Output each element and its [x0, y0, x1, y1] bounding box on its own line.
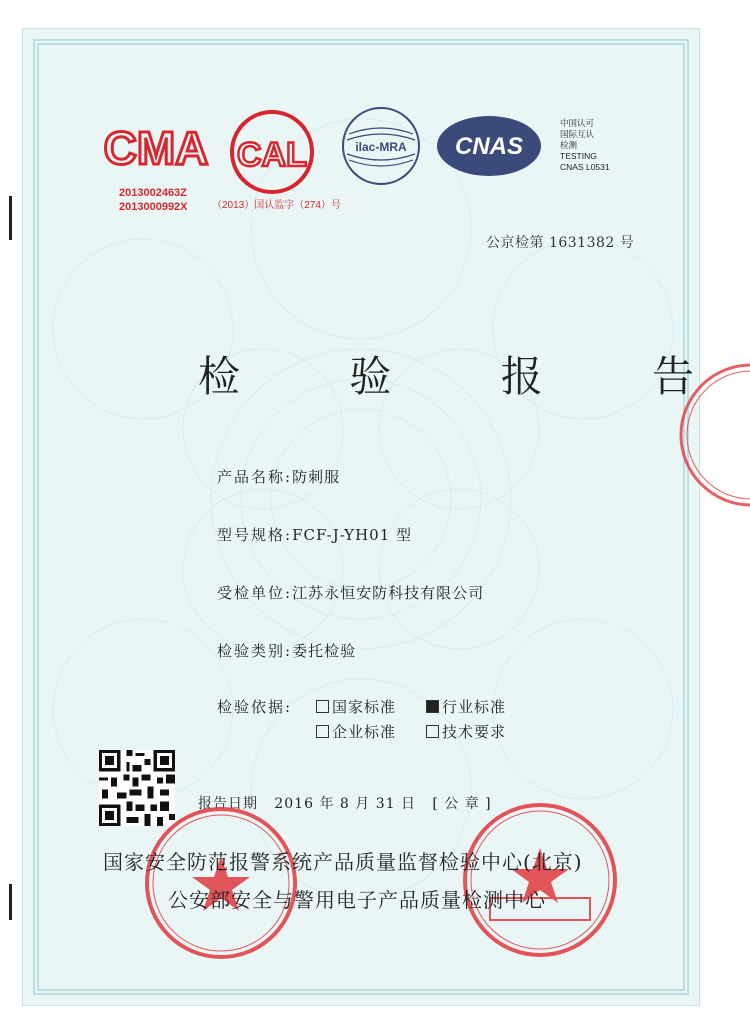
field-client: 受检单位:江苏永恒安防科技有限公司 [217, 584, 485, 602]
report-number: 公京检第 1631382 号 [486, 235, 635, 251]
svg-text:CNAS: CNAS [454, 133, 524, 160]
cma-code-1: 2013002463Z [119, 187, 187, 199]
field-product-name: 产品名称:防刺服 [217, 468, 341, 486]
report-date: 报告日期 2016 年 8 月 31 日 [ 公 章 ] [198, 796, 492, 812]
cnas-logo-icon [435, 112, 543, 180]
scan-edge-mark [9, 196, 12, 240]
page-title: 检 验 报 告 [198, 352, 743, 401]
official-seal-left-icon [142, 804, 300, 962]
issuer-line-2: 公安部安全与警用电子产品质量检测中心 [168, 888, 546, 912]
field-category: 检验类别:委托检验 [217, 642, 357, 660]
field-basis: 检验依据: [217, 698, 293, 716]
edge-seal-icon [676, 360, 750, 510]
checkbox-icon [426, 725, 439, 738]
checkbox-checked-icon [426, 700, 439, 713]
field-model: 型号规格:FCF-J-YH01 型 [217, 526, 413, 544]
svg-text:CMA: CMA [103, 122, 209, 174]
basis-option-industry: 行业标准 [426, 696, 506, 717]
cma-logo-icon [100, 112, 212, 184]
basis-option-technical: 技术要求 [426, 721, 506, 742]
cal-approval-code: （2013）国认监字（274）号 [212, 200, 341, 211]
cal-logo-icon [228, 108, 316, 196]
cma-code-list [119, 186, 188, 214]
cnas-accreditation-text: 中国认可 国际互认 检测 TESTING CNAS L0531 [560, 118, 610, 172]
basis-option-national: 国家标准 [316, 696, 396, 717]
official-seal-right-icon [460, 800, 620, 960]
checkbox-icon [316, 725, 329, 738]
svg-text:CAL: CAL [237, 136, 307, 174]
scan-edge-mark [9, 884, 12, 920]
cma-code-2: 2013000992X [119, 201, 188, 213]
basis-option-enterprise: 企业标准 [316, 721, 396, 742]
ilac-mra-logo-icon [339, 104, 423, 188]
issuer-line-1: 国家安全防范报警系统产品质量监督检验中心(北京) [103, 850, 583, 874]
checkbox-icon [316, 700, 329, 713]
svg-text:ilac-MRA: ilac-MRA [355, 140, 407, 154]
